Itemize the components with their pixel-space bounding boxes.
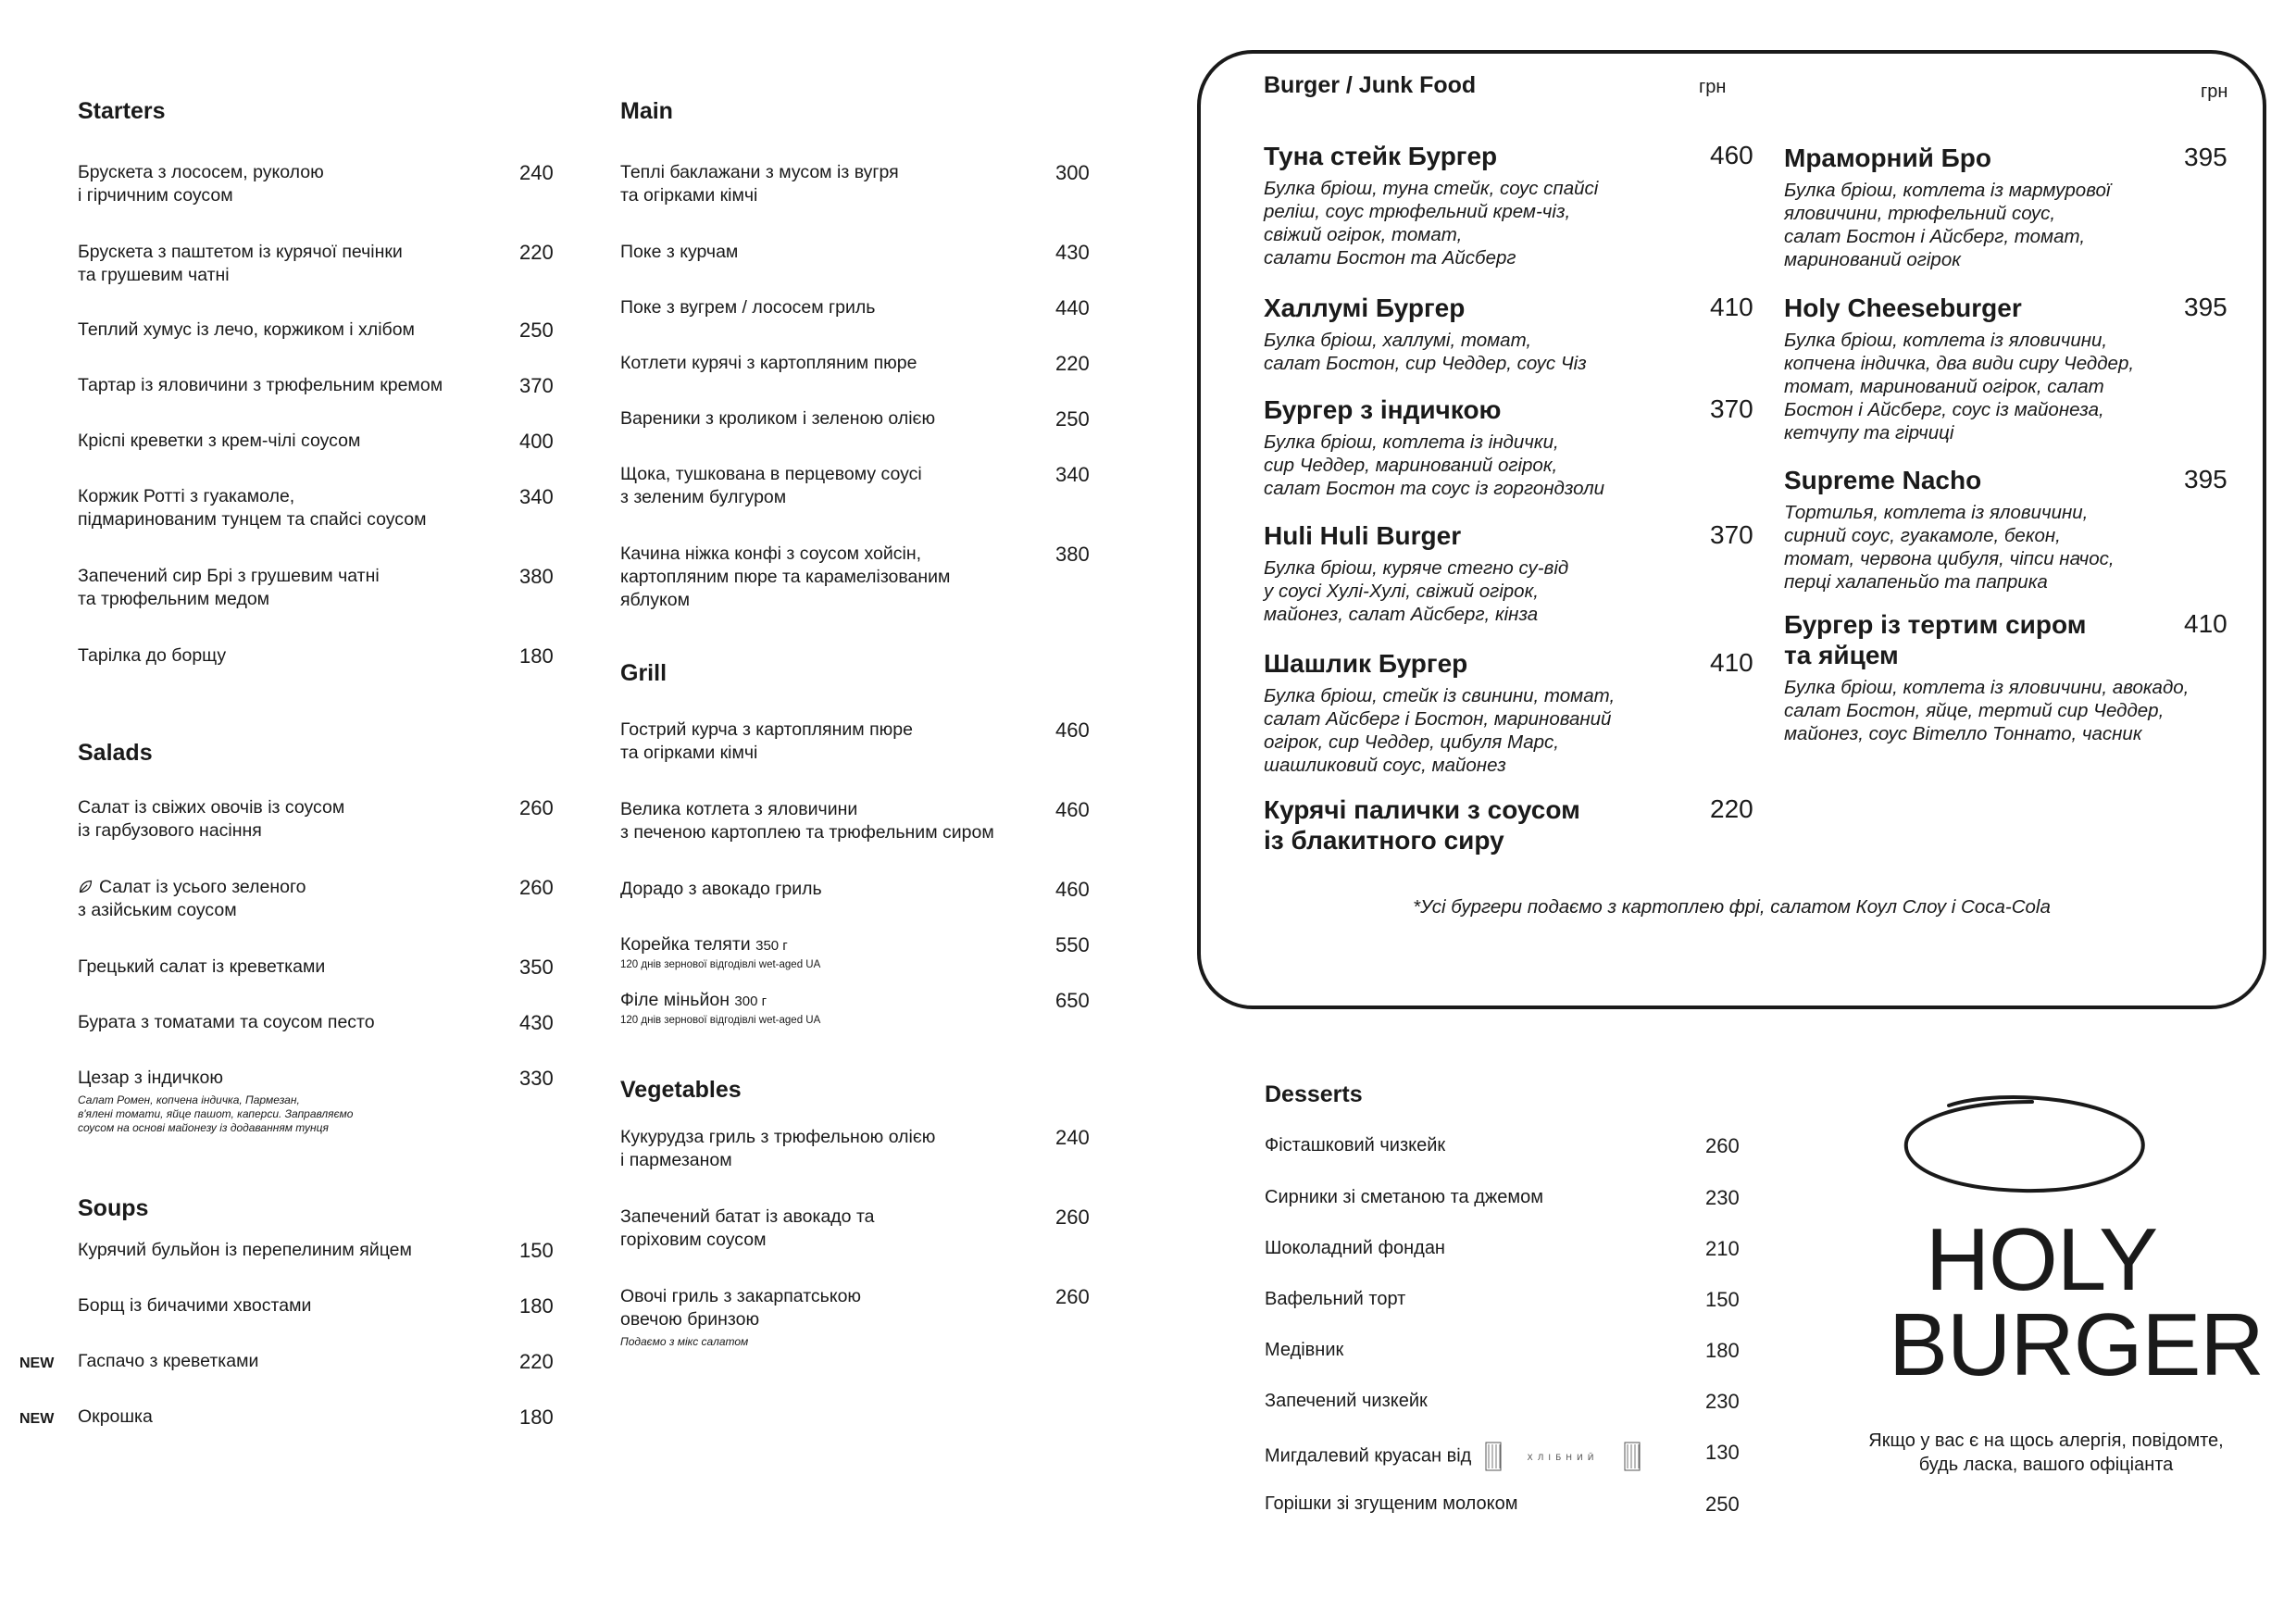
dessert-name: Фісташковий чизкейк: [1265, 1135, 1446, 1156]
item-name-text: Теплий хумус із лечо, коржиком і хлібом: [78, 319, 415, 340]
menu-item: [620, 1206, 1111, 1252]
menu-item: [620, 1285, 1111, 1349]
item-name-text: Цезар з індичкою: [78, 1068, 223, 1088]
burger-description: Тортилья, котлета із яловичини, сирний соус, гуакамоле, бекон, томат, червона цибуля, чіпси начос, перці халапеньйо та паприка: [1784, 502, 2115, 593]
allergy-note: Якщо у вас є на щось алергія, повідомте, будь ласка, вашого офіціанта: [1868, 1430, 2224, 1475]
menu-item: [78, 565, 575, 611]
item-name: [78, 565, 575, 611]
menu-item: [78, 1011, 575, 1034]
item-name: [78, 319, 575, 342]
item-name-text: Запечений сир Брі з грушевим чатні та трюфельним медом: [78, 566, 380, 609]
item-name: [78, 796, 575, 843]
burger-item: [1784, 143, 2258, 271]
new-badge: NEW: [19, 1355, 55, 1371]
item-name-text: Кріспі креветки з крем-чілі соусом: [78, 431, 361, 451]
item-name: [620, 1126, 1111, 1172]
burger-name: Халлумі Бургер: [1264, 294, 1466, 322]
item-name-text: Борщ із бичачими хвостами: [78, 1295, 312, 1316]
menu-item: [620, 989, 1111, 1027]
burger-price: 460: [1710, 141, 1753, 169]
item-name-text: Корейка теляти: [620, 934, 751, 955]
burger-name: Бургер з індичкою: [1264, 395, 1502, 424]
item-price: 350: [519, 956, 554, 979]
item-name: [620, 718, 1111, 765]
item-price: 260: [519, 876, 554, 899]
menu-item: [78, 485, 575, 531]
item-name-text: Овочі гриль з закарпатською овечою бринзою: [620, 1286, 862, 1330]
item-name-text: Дорадо з авокадо гриль: [620, 879, 822, 899]
burger-item: [1264, 293, 1784, 375]
svg-text:ХЛІБНИЙ: ХЛІБНИЙ: [1527, 1454, 1599, 1463]
item-name: [620, 543, 1111, 612]
item-name-text: Запечений батат із авокадо та горіховим соусом: [620, 1206, 875, 1250]
item-name: [78, 1011, 575, 1034]
item-weight: 350 г: [755, 938, 788, 954]
burger-description: Булка бріош, халлумі, томат, салат Бостон, сир Чеддер, соус Чіз: [1264, 330, 1587, 374]
burger-name: Туна стейк Бургер: [1264, 142, 1498, 170]
grill-title: Grill: [620, 660, 668, 686]
dessert-item: [1265, 1390, 1740, 1413]
currency-label-right: грн: [2201, 81, 2228, 102]
menu-item: [19, 1350, 575, 1373]
item-name-text: Гострий курча з картопляним пюре та огірками кімчі: [620, 719, 913, 763]
item-weight: 300 г: [734, 993, 767, 1009]
menu-item: [620, 798, 1111, 844]
item-price: 180: [519, 1294, 554, 1318]
item-name: [78, 374, 575, 397]
item-name-text: Курячий бульйон із перепелиним яйцем: [78, 1240, 412, 1260]
dessert-name: Мигдалевий круасан від: [1265, 1445, 1472, 1467]
burger-section: [1197, 50, 2266, 1009]
menu-item: [78, 876, 575, 922]
dessert-item: [1265, 1339, 1740, 1362]
currency-label-left: грн: [1699, 77, 1727, 97]
item-name: [620, 989, 1111, 1013]
item-name-text: Котлети курячі з картопляним пюре: [620, 353, 917, 373]
burger-name: Huli Huli Burger: [1264, 521, 1462, 550]
item-name-text: Тартар із яловичини з трюфельним кремом: [78, 375, 443, 395]
item-price: 460: [1055, 718, 1090, 742]
item-name: [620, 463, 1111, 509]
menu-item: [620, 296, 1111, 319]
burger-description: Булка бріош, котлета із мармурової яловичини, трюфельний соус, салат Бостон і Айсберг, томат, маринований огірок: [1784, 180, 2111, 270]
dessert-item: [1265, 1493, 1740, 1516]
menu-item: [78, 956, 575, 979]
item-name: [620, 933, 1111, 957]
menu-item: [620, 1126, 1111, 1172]
item-price: 460: [1055, 798, 1090, 821]
item-name-text: Коржик Ротті з гуакамоле, підмаринованим тунцем та спайсі соусом: [78, 486, 427, 530]
item-name-text: Бурата з томатами та соусом песто: [78, 1012, 375, 1032]
menu-item: [78, 241, 575, 287]
menu-item: [620, 718, 1111, 765]
burger-name: Бургер із тертим сиром та яйцем: [1784, 610, 2087, 669]
item-price: 550: [1055, 933, 1090, 956]
item-price: 250: [1055, 407, 1090, 431]
burger-description: Булка бріош, куряче стегно су-від у соусі Хулі-Хулі, свіжий огірок, майонез, салат Айсберг, кінза: [1264, 557, 1569, 625]
item-price: 650: [1055, 989, 1090, 1012]
item-note: Подаємо з мікс салатом: [620, 1335, 749, 1348]
item-name: [620, 296, 1111, 319]
item-name-text: Грецький салат із креветками: [78, 956, 326, 977]
item-name: [78, 644, 575, 668]
item-name: [78, 241, 575, 287]
item-price: 370: [519, 374, 554, 397]
dessert-price: 230: [1705, 1390, 1740, 1413]
item-name: [620, 878, 1111, 901]
burger-price: 395: [2184, 293, 2227, 321]
item-name-text: Окрошка: [78, 1406, 153, 1427]
item-price: 150: [519, 1239, 554, 1262]
burger-price: 220: [1710, 794, 1753, 823]
item-name: [78, 430, 575, 453]
item-name: [620, 161, 1111, 207]
item-price: 380: [1055, 543, 1090, 566]
burger-item: [1264, 394, 1784, 500]
item-price: 440: [1055, 296, 1090, 319]
menu-item: [78, 430, 575, 453]
item-price: 330: [519, 1067, 554, 1090]
burger-item: [1264, 648, 1784, 777]
burger-name: Holy Cheeseburger: [1784, 294, 2022, 322]
burger-price: 410: [1710, 293, 1753, 321]
menu-item: [78, 161, 575, 207]
burger-description: Булка бріош, котлета із яловичини, копчена індичка, два види сиру Чеддер, томат, маринований огірок, салат Бостон і Айсберг, соус із майонеза, кетчупу та гірчиці: [1784, 330, 2135, 443]
burger-description: Булка бріош, котлета із яловичини, авокадо, салат Бостон, яйце, тертий сир Чеддер, майонез, соус Вітелло Тоннато, часник: [1784, 677, 2190, 744]
burger-name: Курячі палички з соусом із блакитного сиру: [1264, 795, 1580, 855]
item-name: [78, 1294, 575, 1318]
item-name: [620, 407, 1111, 431]
menu-item: [620, 543, 1111, 612]
item-name: [78, 1239, 575, 1262]
burger-description: Булка бріош, туна стейк, соус спайсі реліш, соус трюфельний крем-чіз, свіжий огірок, томат, салати Бостон та Айсберг: [1264, 178, 1599, 269]
brand-line-2: BURGER: [1889, 1295, 2264, 1394]
menu-item: [78, 374, 575, 397]
item-price: 260: [1055, 1206, 1090, 1229]
dessert-item: [1265, 1441, 1740, 1472]
item-price: 400: [519, 430, 554, 453]
item-name-text: Філе міньйон: [620, 990, 730, 1010]
leaf-icon: [78, 879, 94, 894]
burger-price: 410: [1710, 648, 1753, 677]
dessert-name: Горішки зі згущеним молоком: [1265, 1493, 1518, 1514]
bakery-logo: [1484, 1441, 1641, 1472]
menu-item: [620, 352, 1111, 375]
item-name: [78, 1350, 575, 1373]
menu-item: [620, 241, 1111, 264]
item-price: 430: [519, 1011, 554, 1034]
burger-name: Supreme Nacho: [1784, 466, 1982, 494]
menu-item: [620, 407, 1111, 431]
brand-logo: [1889, 1210, 2264, 1394]
soups-title: Soups: [78, 1195, 149, 1221]
dessert-item: [1265, 1186, 1740, 1209]
dessert-price: 130: [1705, 1441, 1740, 1464]
dessert-price: 150: [1705, 1288, 1740, 1311]
menu-item: [78, 319, 575, 342]
burger-item: [1264, 794, 1784, 856]
menu-item: [620, 463, 1111, 509]
item-price: 340: [1055, 463, 1090, 486]
starters-title: Starters: [78, 98, 166, 124]
dessert-item: [1265, 1134, 1740, 1157]
item-name-text: Качина ніжка конфі з соусом хойсін, картопляним пюре та карамелізованим яблуком: [620, 543, 951, 610]
dessert-name: Медівник: [1265, 1340, 1344, 1360]
burger-price: 410: [2184, 609, 2227, 638]
item-name-text: Велика котлета з яловичини з печеною картоплею та трюфельним сиром: [620, 799, 994, 843]
item-name-text: Щока, тушкована в перцевому соусі з зеленим булгуром: [620, 464, 922, 507]
burger-description: Булка бріош, стейк із свинини, томат, салат Айсберг і Бостон, маринований огірок, сир Чеддер, цибуля Марс, шашликовий соус, майонез: [1264, 685, 1616, 776]
burger-footnote: *Усі бургери подаємо з картоплею фрі, салатом Коул Слоу і Coca-Cola: [1413, 896, 2051, 918]
item-subtext: 120 днів зернової відгодівлі wet-aged UA: [620, 1015, 821, 1026]
item-name: [78, 161, 575, 207]
dessert-price: 210: [1705, 1237, 1740, 1260]
burger-item: [1784, 293, 2258, 444]
dessert-name: Запечений чизкейк: [1265, 1391, 1428, 1411]
menu-item: [78, 644, 575, 668]
brand-line-1: HOLY: [1925, 1210, 2158, 1309]
item-name: [78, 1405, 575, 1429]
item-name-text: Вареники з кроликом і зеленою олією: [620, 408, 936, 429]
salads-title: Salads: [78, 740, 153, 766]
item-price: 240: [1055, 1126, 1090, 1149]
menu-item: [620, 933, 1111, 971]
item-name: [78, 876, 575, 922]
dessert-item: [1265, 1237, 1740, 1260]
item-price: 260: [519, 796, 554, 819]
logo-ellipse-mark: [1893, 1091, 2152, 1202]
item-name: [620, 241, 1111, 264]
menu-item: [620, 161, 1111, 207]
item-name: [78, 956, 575, 979]
item-price: 340: [519, 485, 554, 508]
dessert-item: [1265, 1288, 1740, 1311]
dessert-name: Сирники зі сметаною та джемом: [1265, 1187, 1544, 1207]
item-name-text: Брускета з паштетом із курячої печінки та грушевим чатні: [78, 242, 403, 285]
item-name-text: Салат із усього зеленого з азійським соусом: [78, 877, 306, 920]
item-name-text: Салат із свіжих овочів із соусом із гарбузового насіння: [78, 797, 345, 841]
menu-item: [78, 1067, 575, 1135]
item-name-text: Поке з курчам: [620, 242, 739, 262]
burger-description: Булка бріош, котлета із індички, сир Чеддер, маринований огірок, салат Бостон та соус із горгондзоли: [1264, 431, 1605, 499]
burger-item: [1784, 465, 2258, 593]
dessert-name: Шоколадний фондан: [1265, 1238, 1445, 1258]
item-name: [620, 1285, 1111, 1331]
burger-name: Шашлик Бургер: [1264, 649, 1468, 678]
dessert-price: 180: [1705, 1339, 1740, 1362]
item-name-text: Брускета з лососем, руколою і гірчичним соусом: [78, 162, 324, 206]
item-name-text: Поке з вугрем / лососем гриль: [620, 297, 876, 318]
burger-item: [1784, 609, 2258, 745]
new-badge: NEW: [19, 1411, 55, 1427]
item-note: Салат Ромен, копчена індичка, Пармезан, в'ялені томати, яйце пашот, каперси. Заправляємо соусом на основі майонезу із додаванням тунця: [78, 1093, 354, 1134]
dessert-price: 250: [1705, 1493, 1740, 1516]
burger-item: [1264, 520, 1784, 626]
menu-item: [620, 878, 1111, 901]
main-title: Main: [620, 98, 673, 124]
item-price: 220: [519, 241, 554, 264]
burger-price: 395: [2184, 465, 2227, 493]
item-name: [620, 798, 1111, 844]
desserts-title: Desserts: [1265, 1081, 1363, 1107]
item-name-text: Тарілка до борщу: [78, 645, 227, 666]
burger-item: [1264, 141, 1784, 269]
item-name: [620, 1206, 1111, 1252]
item-price: 460: [1055, 878, 1090, 901]
menu-item: [78, 1239, 575, 1262]
item-name-text: Теплі баклажани з мусом із вугря та огірками кімчі: [620, 162, 899, 206]
item-price: 180: [519, 644, 554, 668]
burger-price: 395: [2184, 143, 2227, 171]
item-price: 260: [1055, 1285, 1090, 1308]
item-name: [620, 352, 1111, 375]
item-price: 220: [519, 1350, 554, 1373]
item-name: [78, 1067, 575, 1090]
item-price: 250: [519, 319, 554, 342]
item-name: [78, 485, 575, 531]
dessert-name: Вафельний торт: [1265, 1289, 1406, 1309]
menu-item: [19, 1405, 575, 1429]
burger-name: Мраморний Бро: [1784, 144, 1991, 172]
burger-price: 370: [1710, 394, 1753, 423]
item-price: 220: [1055, 352, 1090, 375]
item-price: 430: [1055, 241, 1090, 264]
menu-item: [78, 1294, 575, 1318]
item-name-text: Кукурудза гриль з трюфельною олією і пармезаном: [620, 1127, 936, 1170]
dessert-price: 260: [1705, 1134, 1740, 1157]
item-price: 180: [519, 1405, 554, 1429]
item-price: 380: [519, 565, 554, 588]
item-price: 240: [519, 161, 554, 184]
item-price: 300: [1055, 161, 1090, 184]
menu-item: [78, 796, 575, 843]
item-name-text: Гаспачо з креветками: [78, 1351, 259, 1371]
dessert-price: 230: [1705, 1186, 1740, 1209]
item-subtext: 120 днів зернової відгодівлі wet-aged UA: [620, 959, 821, 970]
burger-price: 370: [1710, 520, 1753, 549]
vegetables-title: Vegetables: [620, 1077, 742, 1103]
burger-title: Burger / Junk Food: [1264, 72, 1477, 98]
